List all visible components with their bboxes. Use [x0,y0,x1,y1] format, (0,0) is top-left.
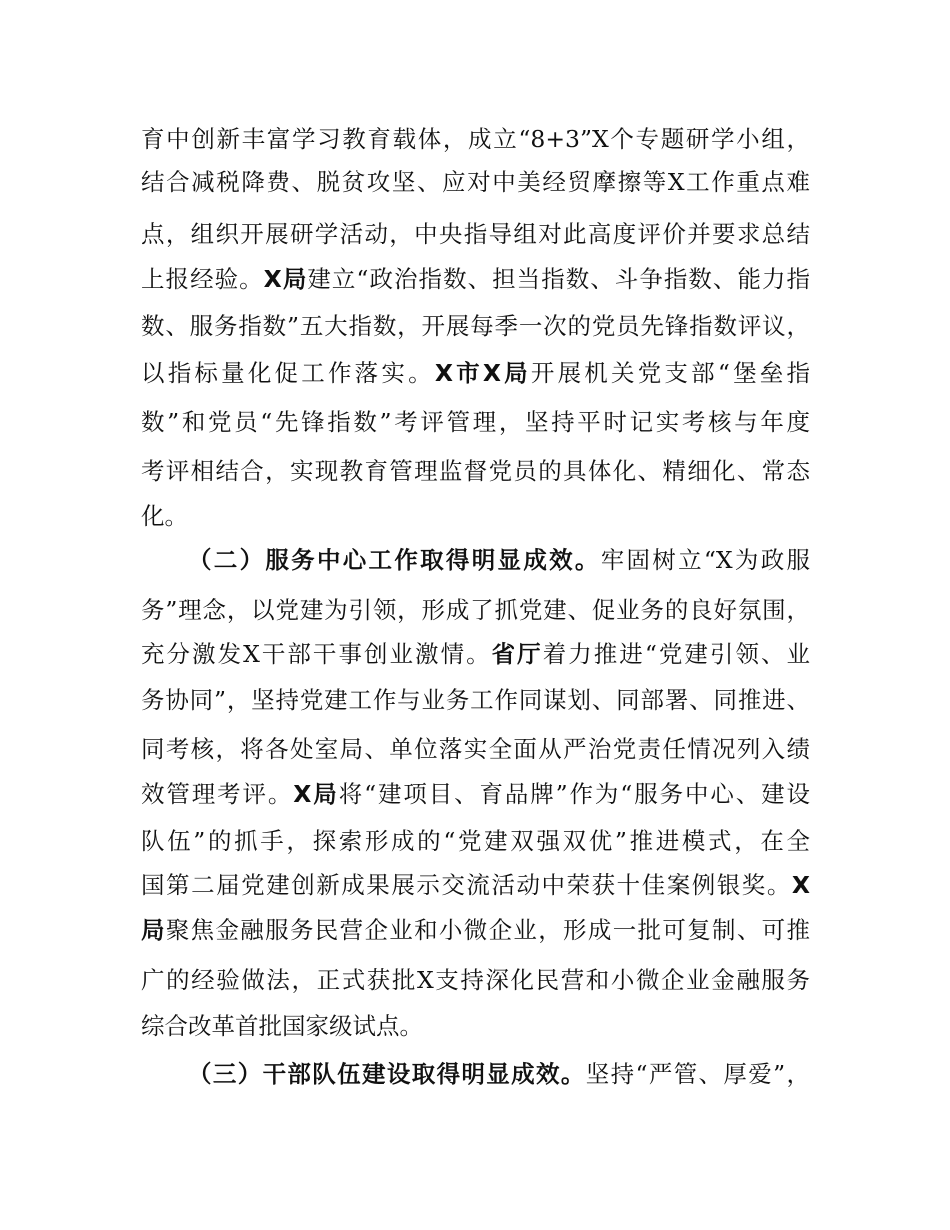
section-heading: （二）服务中心工作取得明显成效。 [188,546,601,574]
text-line: 数、服务指数”五大指数，开展每季一次的党员先锋指数评议， [141,312,810,340]
text-line: 考评相结合，实现教育管理监督党员的具体化、精细化、常态 [141,457,810,485]
text-line: 化。 [141,502,188,530]
text-line: 局聚焦金融服务民营企业和小微企业，形成一批可复制、可推 [141,916,811,944]
text-line: 同考核，将各处室局、单位落实全面从严治党责任情况列入绩 [141,735,810,763]
text-line: 国第二届党建创新成果展示交流活动中荣获十佳案例银奖。X [141,871,810,899]
section-heading-line: （二）服务中心工作取得明显成效。牢固树立“X为政服 [188,546,811,574]
text-line: 综合改革首批国家级试点。 [141,1012,423,1040]
text-line: 结合减税降费、脱贫攻坚、应对中美经贸摩擦等X工作重点难 [141,168,810,196]
text-line: 充分激发X干部干事创业激情。省厅着力推进“党建引领、业 [141,640,811,668]
text-line: 务”理念，以党建为引领，形成了抓党建、促业务的良好氛围， [141,596,810,624]
text-line: 点，组织开展研学活动，中央指导组对此高度评价并要求总结 [141,220,810,248]
text-line: 以指标量化促工作落实。X市X局开展机关党支部“堡垒指 [141,359,810,387]
text-line: 上报经验。X局建立“政治指数、担当指数、斗争指数、能力指 [141,265,811,293]
text-line: 育中创新丰富学习教育载体，成立“8+3”X个专题研学小组， [141,125,810,153]
text-line: 广的经验做法，正式获批X支持深化民营和小微企业金融服务 [141,966,810,994]
section-heading: （三）干部队伍建设取得明显成效。 [188,1060,586,1088]
text-line: 数”和党员“先锋指数”考评管理，坚持平时记实考核与年度 [141,408,810,436]
text-line: 效管理考评。X局将“建项目、育品牌”作为“服务中心、建设 [141,780,810,808]
section-heading-line: （三）干部队伍建设取得明显成效。坚持“严管、厚爱”， [188,1060,811,1088]
text-line: 队伍”的抓手，探索形成的“党建双强双优”推进模式，在全 [141,827,810,855]
text-line: 务协同”，坚持党建工作与业务工作同谋划、同部署、同推进、 [141,686,810,714]
